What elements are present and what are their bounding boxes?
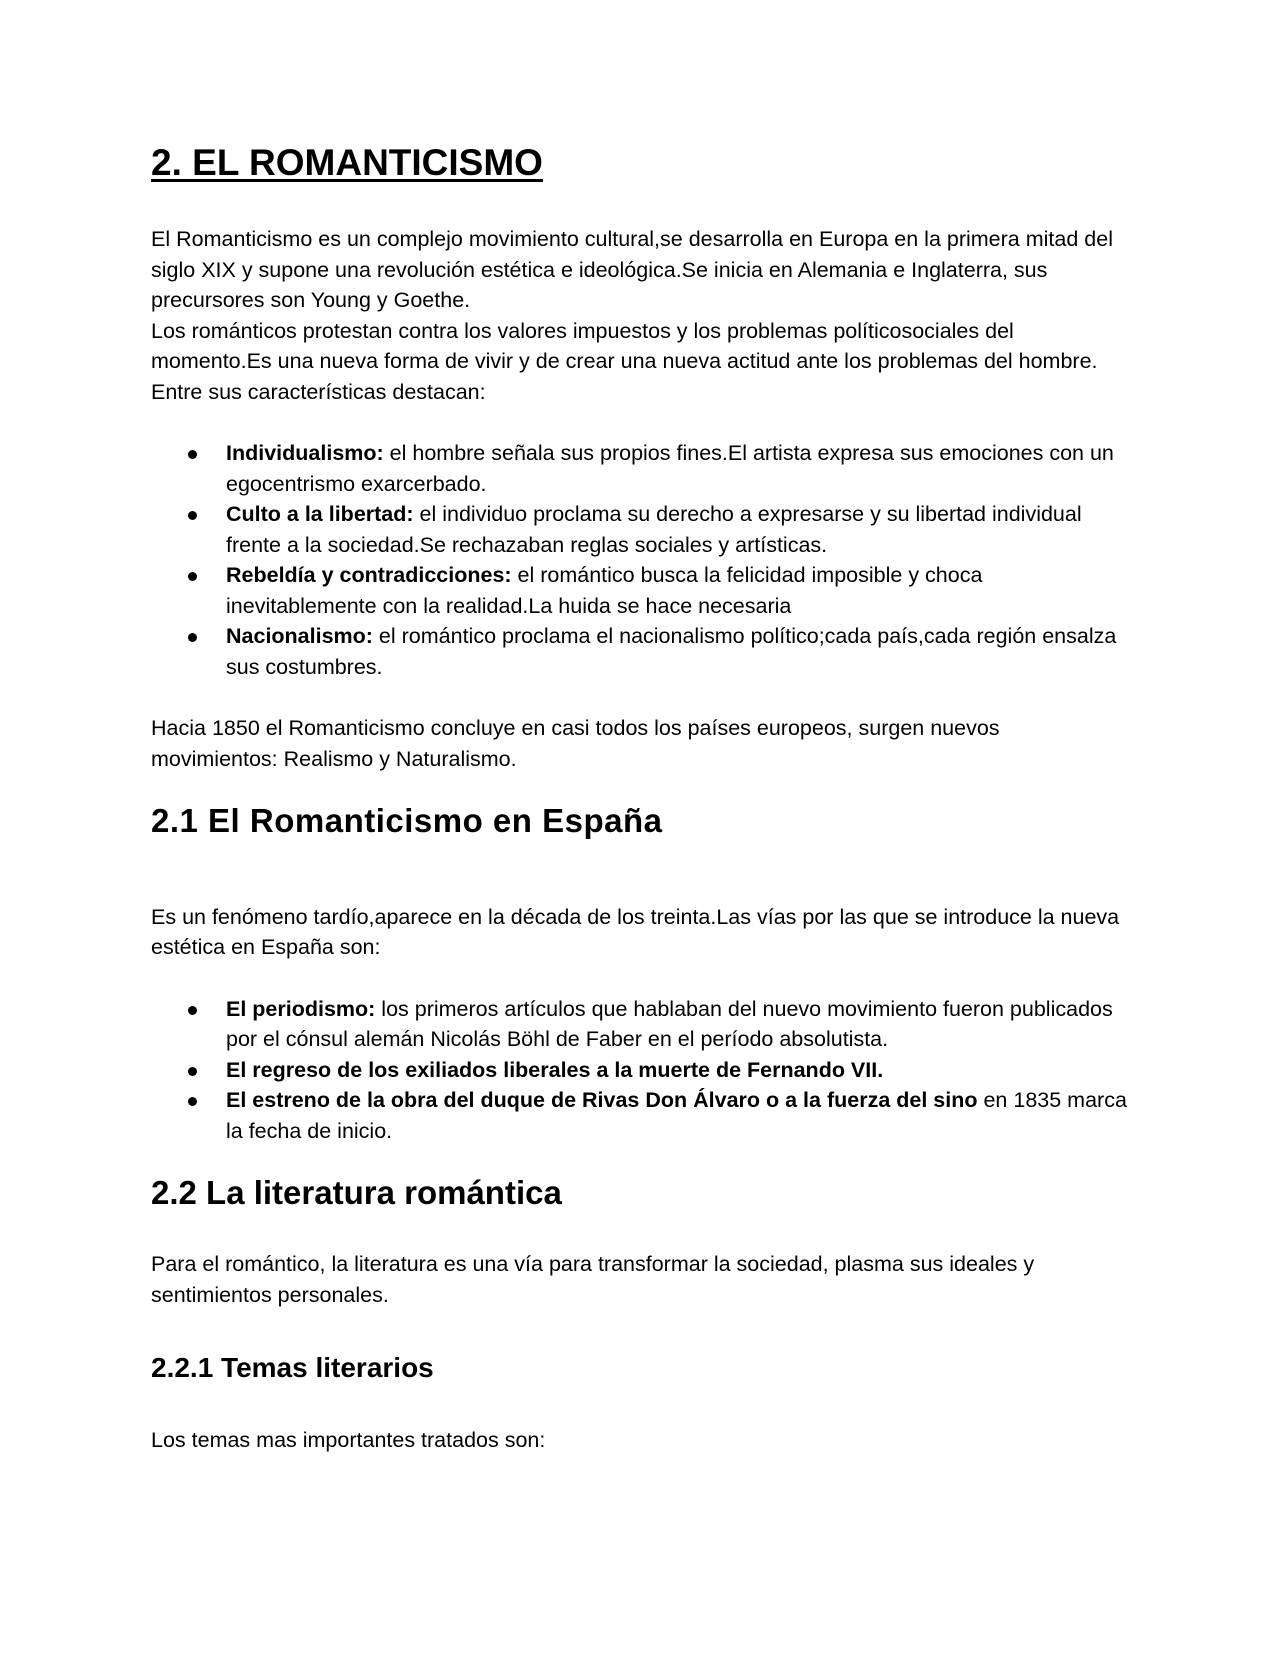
list-item-term: El periodismo: bbox=[226, 996, 376, 1021]
bullet-icon bbox=[188, 572, 197, 581]
list-item bbox=[226, 560, 1131, 621]
bullet-icon bbox=[188, 1097, 197, 1106]
list-item bbox=[226, 499, 1131, 560]
characteristics-list bbox=[151, 438, 1131, 682]
section-1-intro-paragraph-1: El Romanticismo es un complejo movimiento cultural,se desarrolla en Europa en la primera mitad del siglo XIX y supone una revolución estética e ideológica.Se inicia en Alemania e Inglaterra, sus precursores son Young y Goethe. bbox=[151, 227, 1113, 313]
bullet-icon bbox=[188, 1006, 197, 1015]
section-1-intro-paragraph-2: Los románticos protestan contra los valores impuestos y los problemas políticosociales del momento.Es una nueva forma de vivir y de crear una nueva actitud ante los problemas del hombre. Entre sus características destacan: bbox=[151, 318, 1098, 404]
list-item bbox=[226, 1085, 1131, 1146]
section-2-2-title: 2.2 La literatura romántica bbox=[151, 1174, 562, 1211]
list-item-term: Culto a la libertad: bbox=[226, 502, 414, 527]
bullet-icon bbox=[188, 633, 197, 642]
list-item-text: el romántico busca la felicidad imposible y choca inevitablemente con la realidad.La huida se hace necesaria bbox=[226, 563, 983, 618]
list-item-text: los primeros artículos que hablaban del nuevo movimiento fueron publicados por el cónsul alemán Nicolás Böhl de Faber en el período absolutista. bbox=[226, 996, 1113, 1051]
bullet-icon bbox=[188, 450, 197, 459]
list-item bbox=[226, 994, 1131, 1055]
section-2-1-intro: Es un fenómeno tardío,aparece en la década de los treinta.Las vías por las que se introduce la nueva estética en España son: bbox=[151, 904, 1120, 959]
introduction-ways-list bbox=[151, 994, 1131, 1147]
list-item-term: El regreso de los exiliados liberales a la muerte de Fernando VII. bbox=[226, 1057, 884, 1082]
section-1-closing-paragraph: Hacia 1850 el Romanticismo concluye en casi todos los países europeos, surgen nuevos movimientos: Realismo y Naturalismo. bbox=[151, 716, 1000, 771]
list-item-text: el romántico proclama el nacionalismo político;cada país,cada región ensalza sus costumbres. bbox=[226, 624, 1117, 679]
section-2-1-title: 2.1 El Romanticismo en España bbox=[151, 802, 663, 840]
list-item bbox=[226, 438, 1131, 499]
list-item bbox=[226, 621, 1131, 682]
list-item-text: en 1835 marca la fecha de inicio. bbox=[226, 1088, 1127, 1143]
list-item-term: Individualismo: bbox=[226, 441, 384, 466]
bullet-icon bbox=[188, 511, 197, 520]
list-item-text: el individuo proclama su derecho a expresarse y su libertad individual frente a la sociedad.Se rechazaban reglas sociales y artísticas. bbox=[226, 502, 1082, 557]
list-item-term: Nacionalismo: bbox=[226, 624, 373, 649]
section-1-title: 2. EL ROMANTICISMO bbox=[151, 142, 543, 183]
list-item-term: Rebeldía y contradicciones: bbox=[226, 563, 512, 588]
section-2-2-1-title: 2.2.1 Temas literarios bbox=[151, 1352, 434, 1384]
list-item-text: el hombre señala sus propios fines.El artista expresa sus emociones con un egocentrismo exarcerbado. bbox=[226, 441, 1114, 496]
list-item bbox=[226, 1055, 1131, 1086]
bullet-icon bbox=[188, 1067, 197, 1076]
document-page bbox=[151, 140, 1131, 1456]
section-2-2-intro: Para el romántico, la literatura es una vía para transformar la sociedad, plasma sus ideales y sentimientos personales. bbox=[151, 1252, 1035, 1307]
list-item-term: El estreno de la obra del duque de Rivas Don Álvaro o a la fuerza del sino bbox=[226, 1088, 978, 1112]
section-2-2-1-intro: Los temas mas importantes tratados son: bbox=[151, 1428, 546, 1453]
